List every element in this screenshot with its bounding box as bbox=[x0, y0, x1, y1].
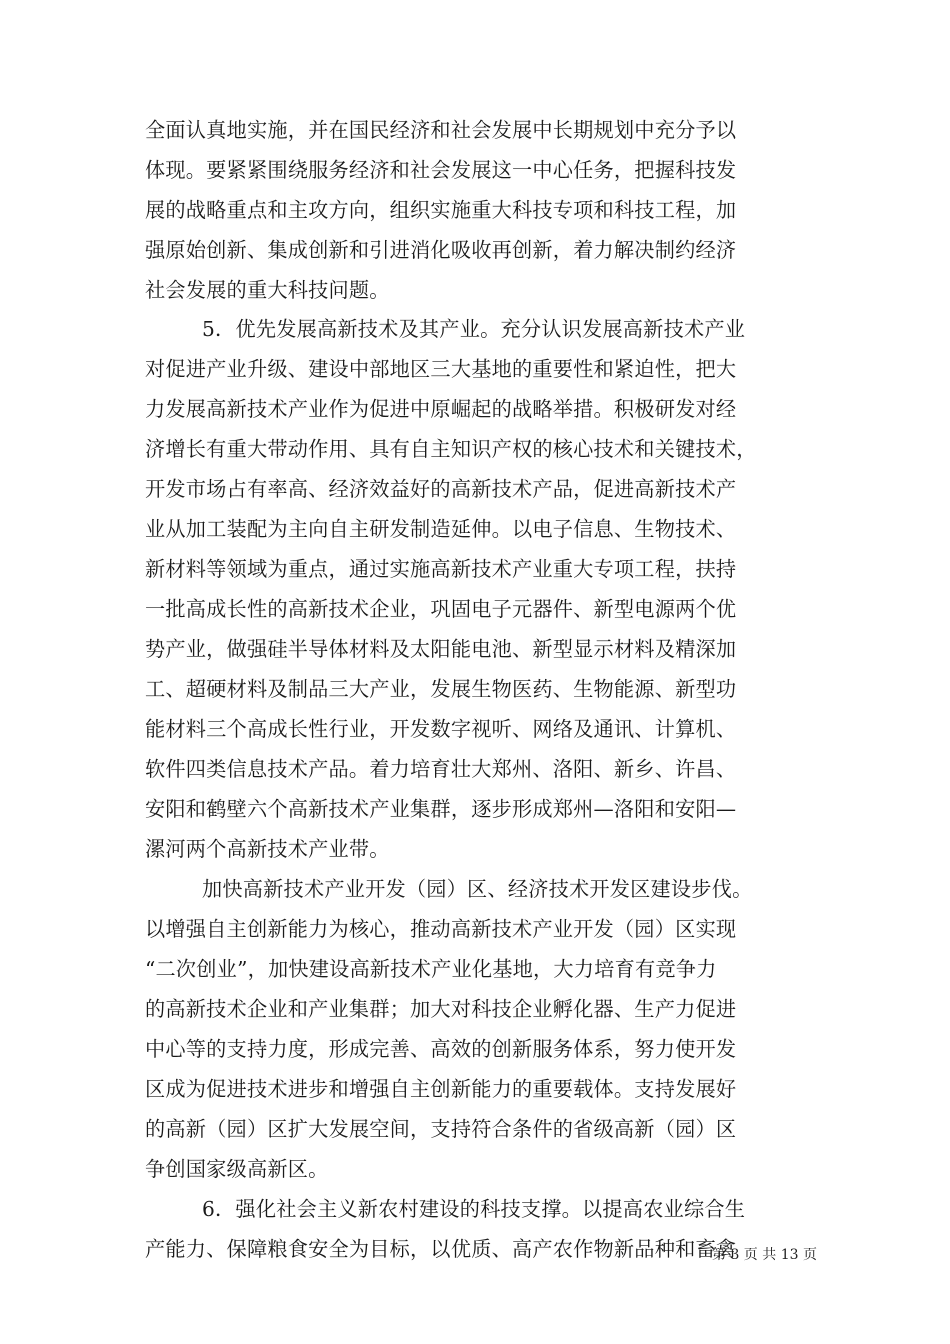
text-line: 社会发展的重大科技问题。 bbox=[145, 278, 390, 302]
text-line: 产能力、保障粮食安全为目标，以优质、高产农作物新品种和畜禽 bbox=[145, 1237, 737, 1261]
text-line: 济增长有重大带动作用、具有自主知识产权的核心技术和关键技术， bbox=[145, 437, 757, 461]
text-line: 体现。要紧紧围绕服务经济和社会发展这一中心任务，把握科技发 bbox=[145, 158, 737, 182]
text-line: 新材料等领域为重点，通过实施高新技术产业重大专项工程，扶持 bbox=[145, 557, 737, 581]
text-line: 能材料三个高成长性行业，开发数字视听、网络及通讯、计算机、 bbox=[145, 717, 737, 741]
paragraph-start: 加快高新技术产业开发（园）区、经济技术开发区建设步伐。 bbox=[202, 877, 753, 901]
text-line: 全面认真地实施，并在国民经济和社会发展中长期规划中充分予以 bbox=[145, 118, 737, 142]
text-line: 对促进产业升级、建设中部地区三大基地的重要性和紧迫性，把大 bbox=[145, 357, 737, 381]
page-number: 第 3 页 共 13 页 bbox=[712, 1247, 817, 1263]
paragraph-heading-5: 5．优先发展高新技术及其产业。充分认识发展高新技术产业 bbox=[202, 317, 746, 341]
text-line: 区成为促进技术进步和增强自主创新能力的重要载体。支持发展好 bbox=[145, 1077, 737, 1101]
text-line: 的高新（园）区扩大发展空间，支持符合条件的省级高新（园）区 bbox=[145, 1117, 737, 1141]
text-line: 开发市场占有率高、经济效益好的高新技术产品，促进高新技术产 bbox=[145, 477, 737, 501]
text-line: 争创国家级高新区。 bbox=[145, 1157, 329, 1181]
text-line: 漯河两个高新技术产业带。 bbox=[145, 837, 390, 861]
text-line: 以增强自主创新能力为核心，推动高新技术产业开发（园）区实现 bbox=[145, 917, 737, 941]
text-line: “二次创业”，加快建设高新技术产业化基地，大力培育有竞争力 bbox=[145, 957, 717, 981]
text-line: 势产业，做强硅半导体材料及太阳能电池、新型显示材料及精深加 bbox=[145, 637, 737, 661]
text-line: 强原始创新、集成创新和引进消化吸收再创新，着力解决制约经济 bbox=[145, 238, 737, 262]
text-line: 一批高成长性的高新技术企业，巩固电子元器件、新型电源两个优 bbox=[145, 597, 737, 621]
text-line: 的高新技术企业和产业集群；加大对科技企业孵化器、生产力促进 bbox=[145, 997, 737, 1021]
text-line: 展的战略重点和主攻方向，组织实施重大科技专项和科技工程，加 bbox=[145, 198, 737, 222]
paragraph-heading-6: 6．强化社会主义新农村建设的科技支撑。以提高农业综合生 bbox=[202, 1197, 746, 1221]
text-line: 中心等的支持力度，形成完善、高效的创新服务体系，努力使开发 bbox=[145, 1037, 737, 1061]
text-line: 工、超硬材料及制品三大产业，发展生物医药、生物能源、新型功 bbox=[145, 677, 737, 701]
text-line: 力发展高新技术产业作为促进中原崛起的战略举措。积极研发对经 bbox=[145, 397, 737, 421]
text-line: 安阳和鹤壁六个高新技术产业集群，逐步形成郑州—洛阳和安阳— bbox=[145, 797, 737, 821]
text-line: 业从加工装配为主向自主研发制造延伸。以电子信息、生物技术、 bbox=[145, 517, 737, 541]
text-line: 软件四类信息技术产品。着力培育壮大郑州、洛阳、新乡、许昌、 bbox=[145, 757, 737, 781]
